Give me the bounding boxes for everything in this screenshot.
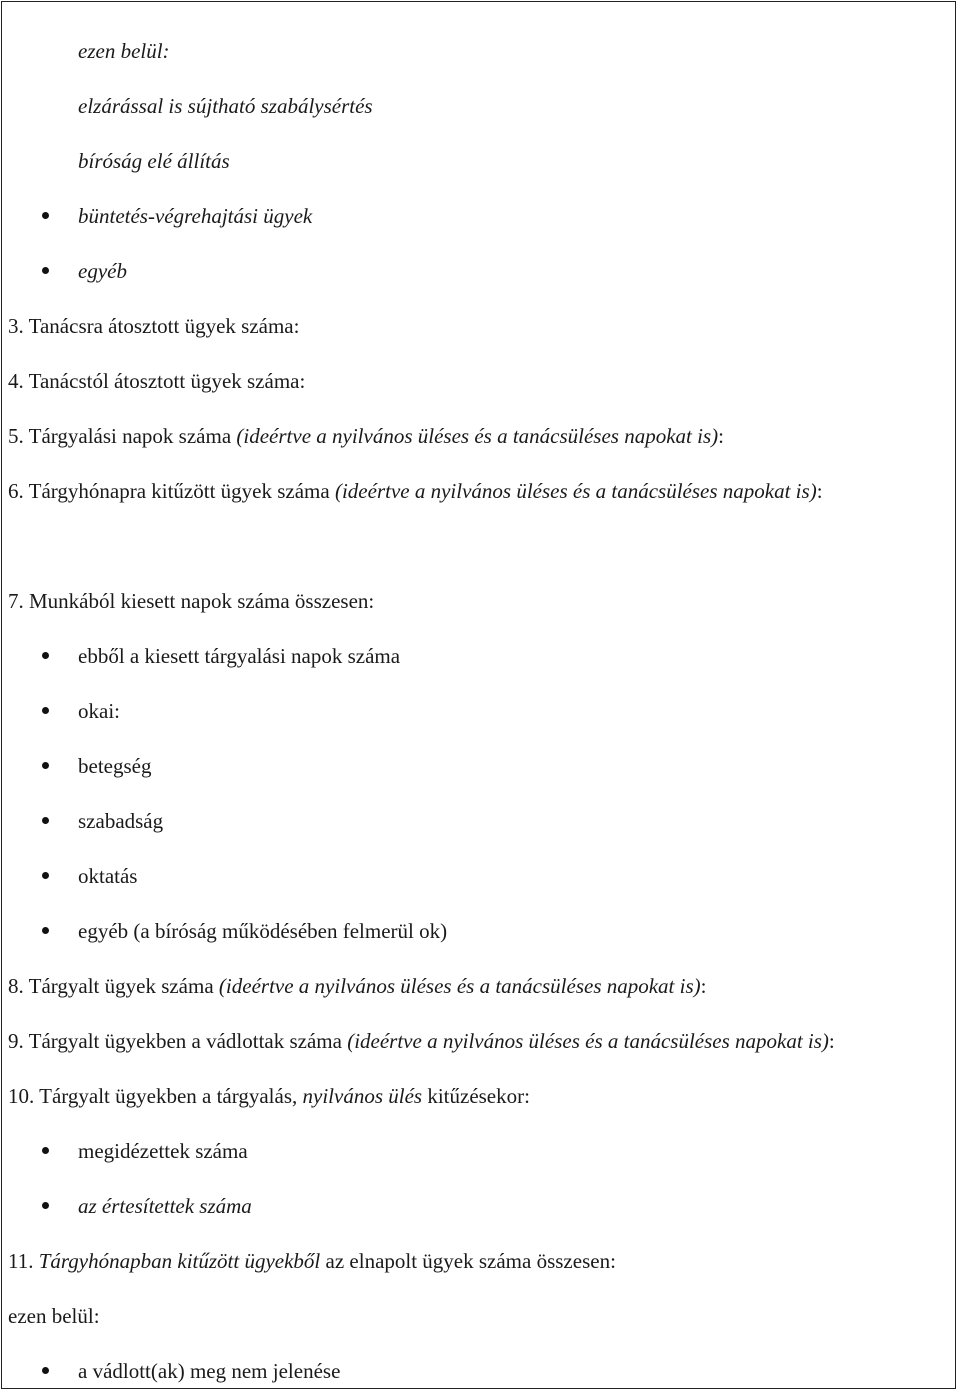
bullet-icon xyxy=(42,817,49,824)
section-10-heading: 10. Tárgyalt ügyekben a tárgyalás, nyilvános ülés kitűzésekor: xyxy=(8,1084,530,1108)
list-item: betegség xyxy=(78,754,152,778)
bullet-icon xyxy=(42,212,49,219)
list-item: egyéb xyxy=(78,259,127,283)
list-item: oktatás xyxy=(78,864,138,888)
list-item: a vádlott(ak) meg nem jelenése xyxy=(78,1359,341,1383)
bullet-icon xyxy=(42,927,49,934)
list-item: okai: xyxy=(78,699,120,723)
section-8-heading: 8. Tárgyalt ügyek száma (ideértve a nyilvános üléses és a tanácsüléses napokat is): xyxy=(8,974,707,998)
list-item: ebből a kiesett tárgyalási napok száma xyxy=(78,644,401,668)
list-item: bíróság elé állítás xyxy=(78,149,230,173)
section-6-heading: 6. Tárgyhónapra kitűzött ügyek száma (ideértve a nyilvános üléses és a tanácsüléses napokat is): xyxy=(8,479,823,503)
section-11-heading: 11. Tárgyhónapban kitűzött ügyekből az elnapolt ügyek száma összesen: xyxy=(8,1249,616,1273)
bullet-icon xyxy=(42,707,49,714)
list-item: megidézettek száma xyxy=(78,1139,248,1163)
section-4-heading: 4. Tanácstól átosztott ügyek száma: xyxy=(8,369,306,393)
section-9-heading: 9. Tárgyalt ügyekben a vádlottak száma (ideértve a nyilvános üléses és a tanácsüléses napokat is): xyxy=(8,1029,835,1053)
section-7-heading: 7. Munkából kiesett napok száma összesen: xyxy=(8,589,375,613)
bullet-icon xyxy=(42,1202,49,1209)
sub-heading-within: ezen belül: xyxy=(78,39,170,63)
list-item: büntetés-végrehajtási ügyek xyxy=(78,204,313,228)
list-item: elzárással is sújtható szabálysértés xyxy=(78,94,373,118)
bullet-icon xyxy=(42,652,49,659)
list-item: szabadság xyxy=(78,809,164,833)
bullet-icon xyxy=(42,267,49,274)
bullet-icon xyxy=(42,762,49,769)
list-item: az értesítettek száma xyxy=(78,1194,252,1218)
section-3-heading: 3. Tanácsra átosztott ügyek száma: xyxy=(8,314,300,338)
bullet-icon xyxy=(42,872,49,879)
list-item: egyéb (a bíróság működésében felmerül ok) xyxy=(78,919,448,943)
bullet-icon xyxy=(42,1147,49,1154)
section-5-heading: 5. Tárgyalási napok száma (ideértve a nyilvános üléses és a tanácsüléses napokat is): xyxy=(8,424,724,448)
sub-heading-within: ezen belül: xyxy=(8,1304,100,1328)
bullet-icon xyxy=(42,1367,49,1374)
